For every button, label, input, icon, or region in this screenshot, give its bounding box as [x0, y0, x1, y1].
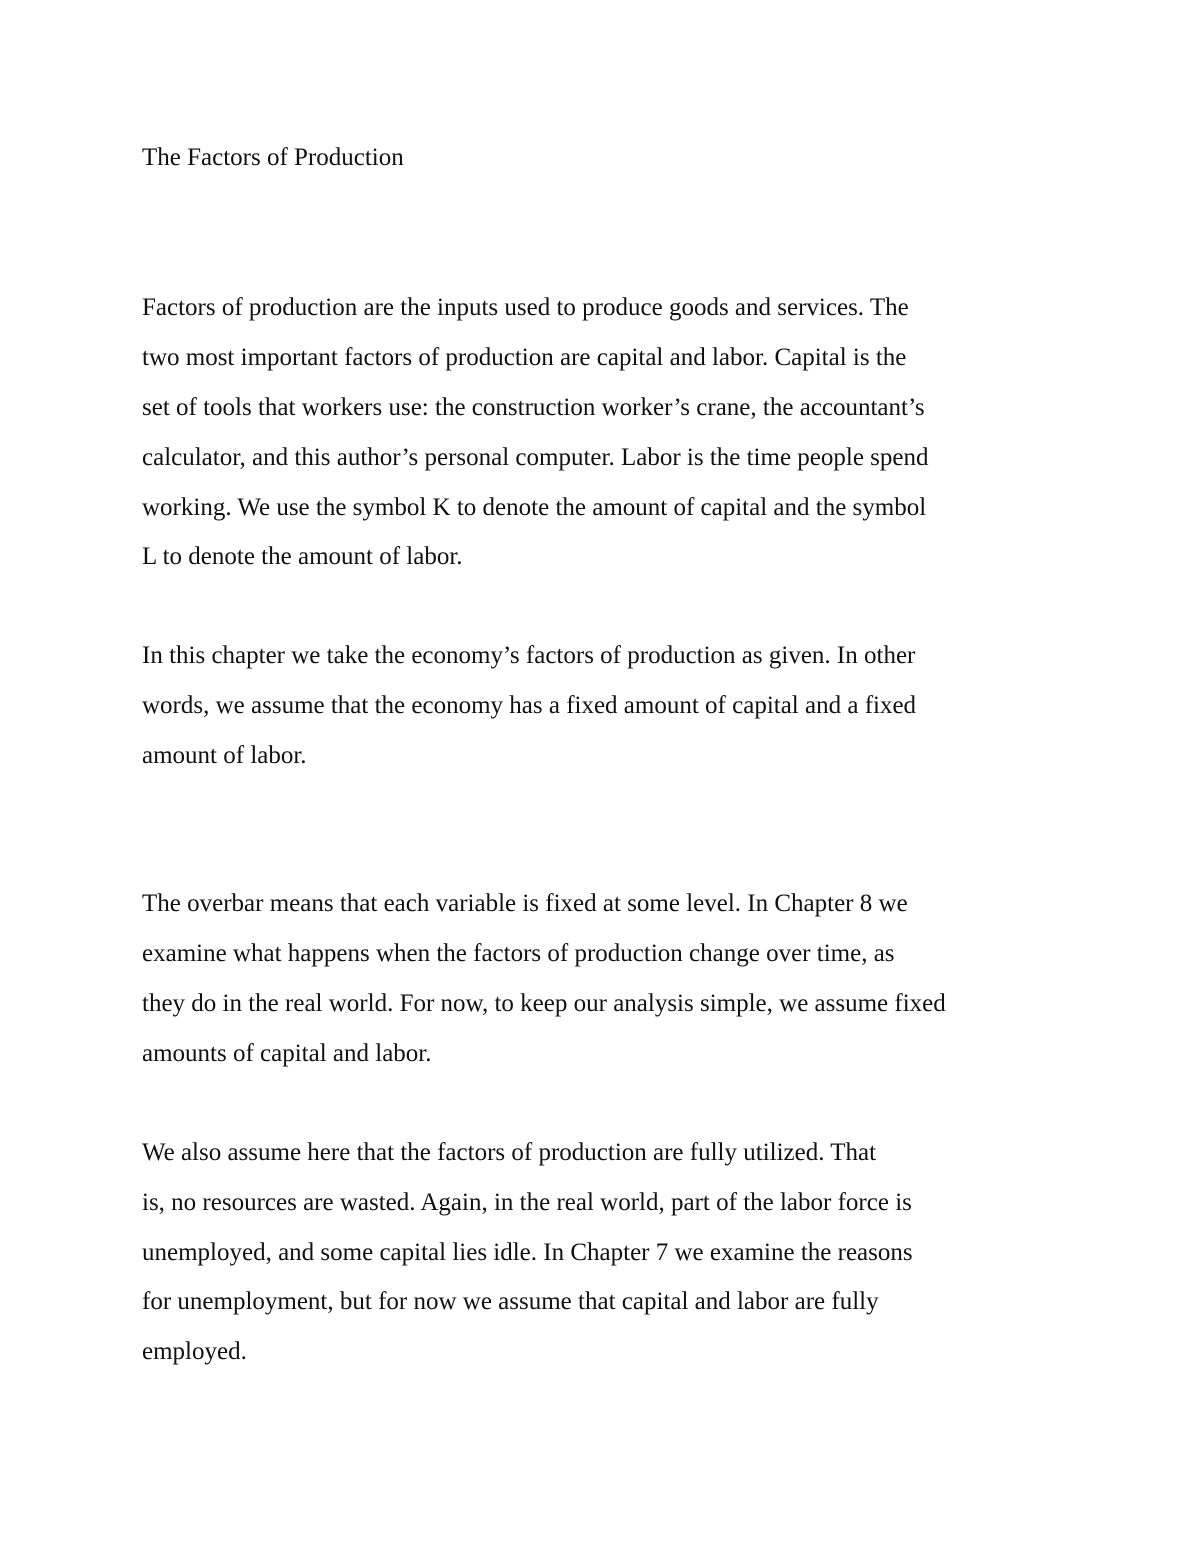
paragraph-1-line-6: L to denote the amount of labor.	[142, 543, 463, 570]
paragraph-2-line-3: amount of labor.	[142, 742, 307, 769]
paragraph-3-line-1: The overbar means that each variable is fixed at some level. In Chapter 8 we	[142, 890, 908, 917]
paragraph-1-line-1: Factors of production are the inputs used to produce goods and services. The	[142, 294, 909, 321]
document-title: The Factors of Production	[142, 144, 404, 171]
paragraph-1-line-3: set of tools that workers use: the construction worker’s crane, the accountant’s	[142, 394, 925, 421]
paragraph-4-line-5: employed.	[142, 1338, 247, 1365]
paragraph-1-line-5: working. We use the symbol K to denote the amount of capital and the symbol	[142, 494, 927, 521]
paragraph-3-line-2: examine what happens when the factors of production change over time, as	[142, 940, 895, 967]
paragraph-3-line-3: they do in the real world. For now, to keep our analysis simple, we assume fixed	[142, 990, 946, 1017]
paragraph-1-line-4: calculator, and this author’s personal computer. Labor is the time people spend	[142, 444, 929, 471]
paragraph-3-line-4: amounts of capital and labor.	[142, 1040, 432, 1067]
paragraph-4-line-4: for unemployment, but for now we assume that capital and labor are fully	[142, 1288, 879, 1315]
paragraph-1-line-2: two most important factors of production are capital and labor. Capital is the	[142, 344, 907, 371]
paragraph-2-line-1: In this chapter we take the economy’s factors of production as given. In other	[142, 642, 916, 669]
paragraph-4-line-1: We also assume here that the factors of production are fully utilized. That	[142, 1139, 877, 1166]
paragraph-4-line-2: is, no resources are wasted. Again, in the real world, part of the labor force is	[142, 1189, 912, 1216]
paragraph-2-line-2: words, we assume that the economy has a fixed amount of capital and a fixed	[142, 692, 917, 719]
paragraph-4-line-3: unemployed, and some capital lies idle. In Chapter 7 we examine the reasons	[142, 1239, 913, 1266]
